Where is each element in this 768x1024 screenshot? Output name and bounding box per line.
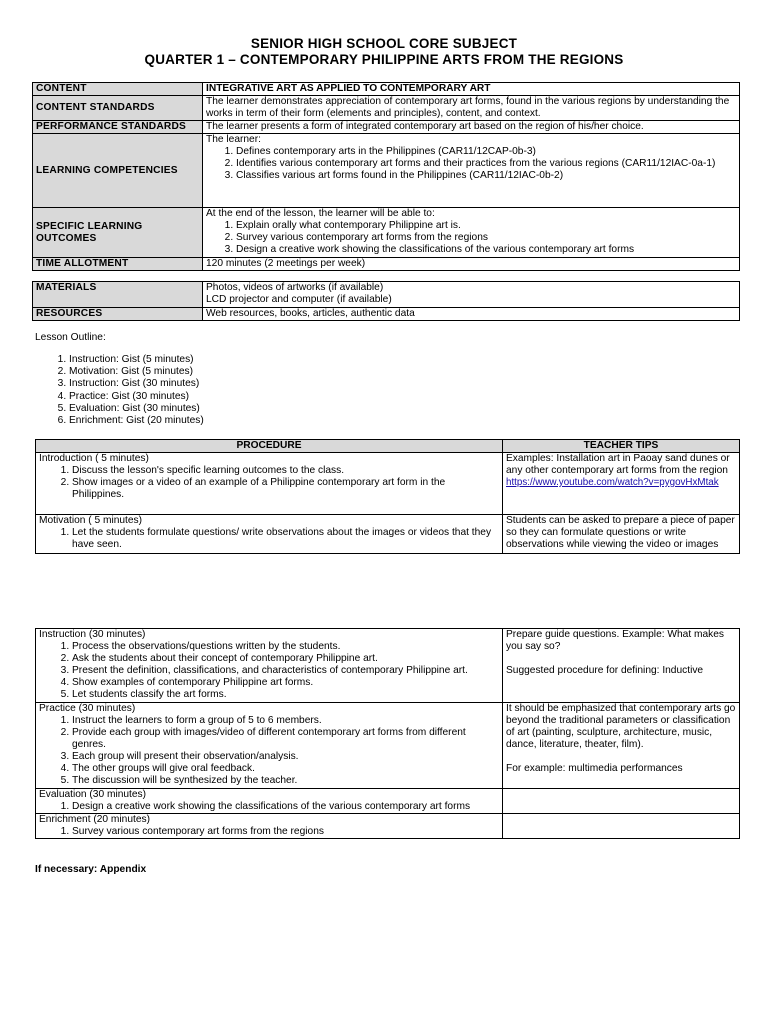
motivation-title: Motivation ( 5 minutes) [39,515,143,526]
document-title-line2: QUARTER 1 – CONTEMPORARY PHILIPPINE ARTS FROM THE REGIONS [144,52,624,67]
practice-tip: For example: multimedia performances [506,763,683,774]
instruction-tip-cell [503,629,740,703]
outline-item: 5. Evaluation: Gist (30 minutes) [69,403,204,415]
instruction-step: 1. Process the observations/questions written by the students. [72,641,499,653]
outcomes-intro: At the end of the lesson, the learner will be able to: [206,208,435,219]
content-label: CONTENT [33,83,203,96]
time-allotment-value: 120 minutes (2 meetings per week) [203,258,740,271]
outcome-item: 1. Explain orally what contemporary Philippine art is. [236,220,736,232]
performance-standards-label: PERFORMANCE STANDARDS [33,121,203,134]
evaluation-tip-cell [503,789,740,814]
evaluation-step: 1. Design a creative work showing the classifications of the various contemporary art forms [72,801,499,813]
outline-item: 1. Instruction: Gist (5 minutes) [69,354,204,366]
materials-table [32,281,740,321]
outline-item: 6. Enrichment: Gist (20 minutes) [69,415,204,427]
motivation-tip-cell: Students can be asked to prepare a piece of paper so they can formulate questions or write observations while viewing the video or images [503,515,740,554]
introduction-step: 2. Show images or a video of an example of a Philippine contemporary art form in the Philippines. [72,477,499,501]
practice-step: 3. Each group will present their observation/analysis. [72,751,499,763]
specific-learning-outcomes-label: SPECIFIC LEARNING OUTCOMES [33,208,203,258]
motivation-step: 1. Let the students formulate questions/ write observations about the images or videos that they have seen. [72,527,499,551]
evaluation-cell [36,789,503,814]
motivation-cell [36,515,503,554]
lesson-info-table [32,82,740,271]
procedure-table-continued [35,628,740,839]
materials-label: MATERIALS [33,282,203,308]
materials-line: Photos, videos of artworks (if available) [206,282,384,293]
materials-line: LCD projector and computer (if available) [206,294,392,305]
outline-item: 3. Instruction: Gist (30 minutes) [69,378,204,390]
procedure-table [35,439,740,554]
materials-value [203,282,740,308]
practice-step: 4. The other groups will give oral feedback. [72,763,499,775]
instruction-cell [36,629,503,703]
specific-learning-outcomes-value [203,208,740,258]
content-value: INTEGRATIVE ART AS APPLIED TO CONTEMPORARY ART [203,83,740,96]
instruction-step: 5. Let students classify the art forms. [72,689,499,701]
instruction-step: 4. Show examples of contemporary Philippine art forms. [72,677,499,689]
enrichment-cell [36,814,503,839]
competency-item: 2. Identifies various contemporary art forms and their practices from the various regions (CAR11/12IAC-0a-1) [236,158,736,170]
content-standards-value: The learner demonstrates appreciation of contemporary art forms, found in the various regions by understanding the works in term of their form (elements and principles), content, and context. [203,96,740,121]
outline-item: 2. Motivation: Gist (5 minutes) [69,366,204,378]
enrichment-title: Enrichment (20 minutes) [39,814,150,825]
practice-tip: It should be emphasized that contemporary arts go beyond the traditional parameters or classification of art (painting, sculpture, architecture, music, dance, literature, theater, film). [506,703,736,750]
document-title-line1: SENIOR HIGH SCHOOL CORE SUBJECT [250,36,518,51]
performance-standards-value: The learner presents a form of integrated contemporary art based on the region of his/her choice. [203,121,740,134]
outcome-item: 3. Design a creative work showing the classifications of the various contemporary art forms [236,244,736,256]
introduction-tip: Examples: Installation art in Paoay sand dunes or any other contemporary art forms from the region [506,453,730,476]
instruction-step: 3. Present the definition, classifications, and characteristics of contemporary Philippine art. [72,665,499,677]
practice-step: 5. The discussion will be synthesized by the teacher. [72,775,499,787]
practice-tip-cell [503,703,740,789]
enrichment-step: 1. Survey various contemporary art forms from the regions [72,826,499,838]
resources-value: Web resources, books, articles, authentic data [203,308,740,321]
instruction-title: Instruction (30 minutes) [39,629,146,640]
learning-competencies-label: LEARNING COMPETENCIES [33,134,203,208]
enrichment-tip-cell [503,814,740,839]
practice-cell [36,703,503,789]
content-standards-label: CONTENT STANDARDS [33,96,203,121]
introduction-title: Introduction ( 5 minutes) [39,453,149,464]
competencies-intro: The learner: [206,134,261,145]
instruction-tip: Prepare guide questions. Example: What makes you say so? [506,629,725,652]
resources-label: RESOURCES [33,308,203,321]
competency-item: 1. Defines contemporary arts in the Philippines (CAR11/12CAP-0b-3) [236,146,736,158]
outline-item: 4. Practice: Gist (30 minutes) [69,391,204,403]
lesson-outline-list [35,354,204,427]
instruction-step: 2. Ask the students about their concept of contemporary Philippine art. [72,653,499,665]
introduction-cell [36,453,503,515]
competency-item: 3. Classifies various art forms found in the Philippines (CAR11/12IAC-0b-2) [236,170,736,182]
teacher-tips-column-header: TEACHER TIPS [503,440,740,453]
practice-step: 1. Instruct the learners to form a group of 5 to 6 members. [72,715,499,727]
practice-title: Practice (30 minutes) [39,703,136,714]
appendix-note: If necessary: Appendix [35,864,147,875]
introduction-tip-cell [503,453,740,515]
evaluation-title: Evaluation (30 minutes) [39,789,147,800]
introduction-step: 1. Discuss the lesson's specific learning outcomes to the class. [72,465,499,477]
outcome-item: 2. Survey various contemporary art forms from the regions [236,232,736,244]
instruction-tip: Suggested procedure for defining: Inductive [506,665,704,676]
practice-step: 2. Provide each group with images/video of different contemporary art forms from different genres. [72,727,499,751]
lesson-outline-title: Lesson Outline: [35,332,106,343]
procedure-column-header: PROCEDURE [36,440,503,453]
time-allotment-label: TIME ALLOTMENT [33,258,203,271]
youtube-link[interactable]: https://www.youtube.com/watch?v=pygovHxMtak [506,477,719,488]
learning-competencies-value [203,134,740,208]
